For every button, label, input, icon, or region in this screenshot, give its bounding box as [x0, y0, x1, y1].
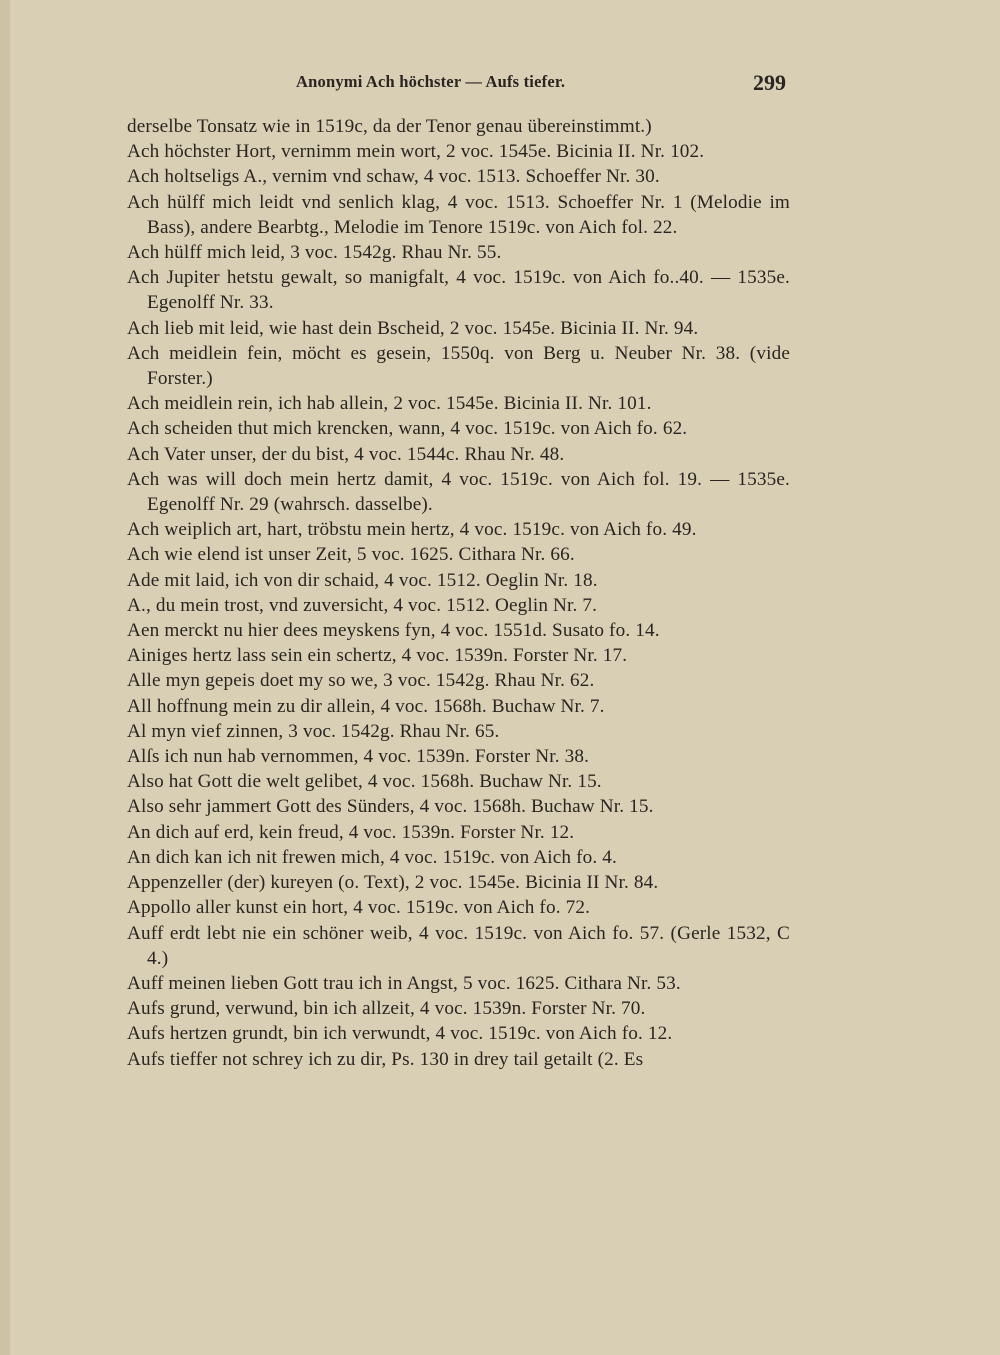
list-item: derselbe Tonsatz wie in 1519c, da der Tenor genau übereinstimmt.)	[127, 116, 652, 137]
list-item: Aufs tieffer not schrey ich zu dir, Ps. 130 in drey tail getailt (2. Es	[127, 1048, 644, 1070]
list-item: Ach holtseligs A., vernim vnd schaw, 4 voc. 1513. Schoeffer Nr. 30.	[127, 166, 660, 188]
list-item: Alle myn gepeis doet my so we, 3 voc. 1542g. Rhau Nr. 62.	[127, 670, 595, 692]
list-item: Aufs hertzen grundt, bin ich verwundt, 4 voc. 1519c. von Aich fo. 12.	[127, 1023, 673, 1045]
list-item: Auff erdt lebt nie ein schöner weib, 4 voc. 1519c. von Aich fo. 57. (Gerle 1532, C 4.)	[127, 922, 790, 969]
list-item: Ade mit laid, ich von dir schaid, 4 voc. 1512. Oeglin Nr. 18.	[127, 569, 598, 591]
running-head: Anonymi Ach höchster — Aufs tiefer.	[296, 72, 566, 91]
list-item: Appollo aller kunst ein hort, 4 voc. 1519c. von Aich fo. 72.	[127, 897, 591, 919]
list-item: Aufs grund, verwund, bin ich allzeit, 4 voc. 1539n. Forster Nr. 70.	[127, 998, 646, 1020]
index-entries	[127, 114, 790, 1072]
list-item: Al myn vief zinnen, 3 voc. 1542g. Rhau Nr. 65.	[127, 720, 500, 742]
list-item: An dich kan ich nit frewen mich, 4 voc. 1519c. von Aich fo. 4.	[127, 846, 617, 868]
list-item: Ach lieb mit leid, wie hast dein Bscheid, 2 voc. 1545e. Bicinia II. Nr. 94.	[127, 317, 699, 339]
list-item: Ach was will doch mein hertz damit, 4 voc. 1519c. von Aich fol. 19. — 1535e. Egenolff Nr. 29 (wahrsch. dasselbe).	[127, 468, 790, 516]
list-item: Ach scheiden thut mich krencken, wann, 4 voc. 1519c. von Aich fo. 62.	[127, 418, 688, 440]
list-item: All hoffnung mein zu dir allein, 4 voc. 1568h. Buchaw Nr. 7.	[127, 695, 605, 717]
list-item: Appenzeller (der) kureyen (o. Text), 2 voc. 1545e. Bicinia II Nr. 84.	[127, 872, 659, 894]
list-item: Aen merckt nu hier dees meyskens fyn, 4 voc. 1551d. Susato fo. 14.	[127, 620, 660, 642]
list-item: Ach hülff mich leidt vnd senlich klag, 4 voc. 1513. Schoeffer Nr. 1 (Melodie im Bass), andere Bearbtg., Melodie im Tenore 1519c. von Aich fol. 22.	[127, 191, 790, 238]
list-item: Auff meinen lieben Gott trau ich in Angst, 5 voc. 1625. Cithara Nr. 53.	[127, 972, 681, 994]
list-item: Also sehr jammert Gott des Sünders, 4 voc. 1568h. Buchaw Nr. 15.	[127, 796, 654, 818]
book-page	[10, 0, 1000, 1355]
page-number: 299	[753, 70, 786, 95]
list-item: Also hat Gott die welt gelibet, 4 voc. 1568h. Buchaw Nr. 15.	[127, 771, 602, 793]
list-item: Ach meidlein rein, ich hab allein, 2 voc. 1545e. Bicinia II. Nr. 101.	[127, 393, 652, 415]
list-item: An dich auf erd, kein freud, 4 voc. 1539n. Forster Nr. 12.	[127, 821, 575, 843]
list-item: A., du mein trost, vnd zuversicht, 4 voc. 1512. Oeglin Nr. 7.	[127, 594, 598, 616]
list-item: Ach weiplich art, hart, tröbstu mein hertz, 4 voc. 1519c. von Aich fo. 49.	[127, 519, 697, 541]
list-item: Ach wie elend ist unser Zeit, 5 voc. 1625. Cithara Nr. 66.	[127, 544, 575, 566]
list-item: Ach Vater unser, der du bist, 4 voc. 1544c. Rhau Nr. 48.	[127, 443, 565, 465]
list-item: Alſs ich nun hab vernommen, 4 voc. 1539n. Forster Nr. 38.	[127, 746, 590, 768]
list-item: Ainiges hertz lass sein ein schertz, 4 voc. 1539n. Forster Nr. 17.	[127, 645, 628, 667]
list-item: Ach höchster Hort, vernimm mein wort, 2 voc. 1545e. Bicinia II. Nr. 102.	[127, 141, 705, 163]
list-item: Ach Jupiter hetstu gewalt, so manigfalt, 4 voc. 1519c. von Aich fo..40. — 1535e. Egenolff Nr. 33.	[127, 267, 790, 314]
page-header	[296, 70, 786, 98]
list-item: Ach hülff mich leid, 3 voc. 1542g. Rhau Nr. 55.	[127, 242, 502, 264]
list-item: Ach meidlein fein, möcht es gesein, 1550q. von Berg u. Neuber Nr. 38. (vide Forster.)	[127, 342, 790, 390]
